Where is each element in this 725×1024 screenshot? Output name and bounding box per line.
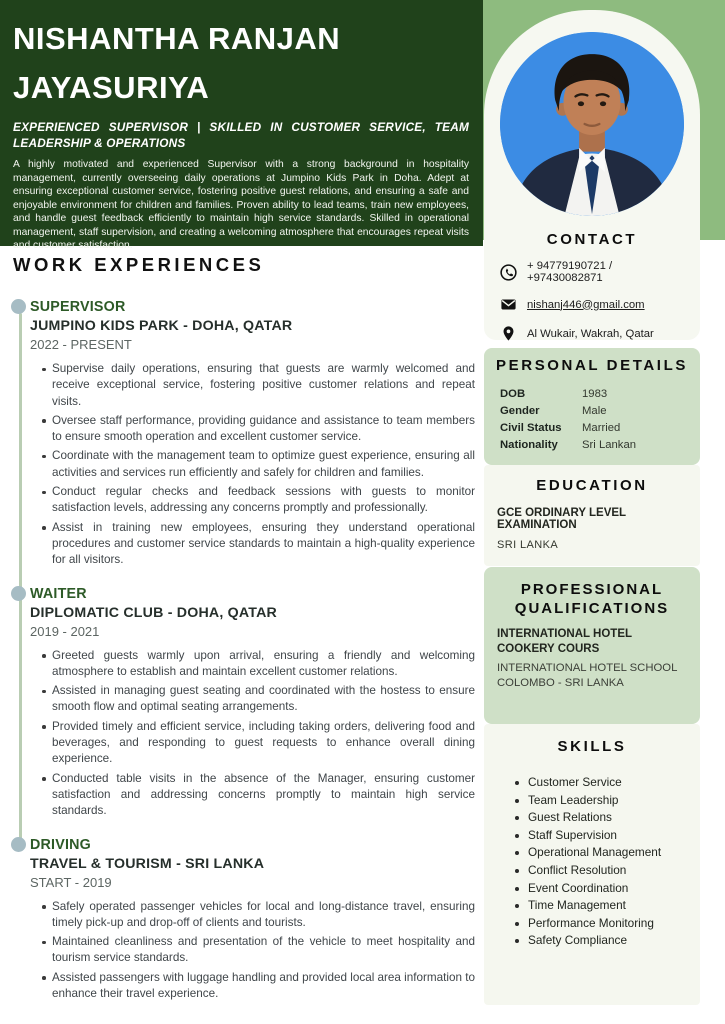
email-icon	[500, 296, 517, 313]
education-title: EDUCATION	[536, 477, 648, 494]
header	[0, 0, 483, 252]
job-entry	[13, 586, 475, 820]
candidate-name: NISHANTHA RANJAN JAYASURIYA	[13, 21, 341, 105]
job-entry	[13, 299, 475, 569]
detail-value: Male	[582, 404, 607, 417]
contact-address-row	[500, 325, 686, 342]
work-experiences-title: WORK EXPERIENCES	[13, 254, 265, 275]
personal-detail-row	[500, 437, 684, 454]
skill-item: Event Coordination	[528, 880, 700, 898]
profile-summary: A highly motivated and experienced Supervisor with a strong background in hospitality management, currently overseeing daily operations at Jumpino Kids Park in Doha. Adept at ensuring exceptional customer service, fostering positive guest relations, and ensuring a safe and enjoyable environment for children and families. Proven ability to lead teams, train new employees, and handle guest feedback efficiently to maintain high service standards. Skilled in operational management, staff supervision, and creating a welcoming atmosphere that encourages repeat visits and customer satisfaction.	[13, 159, 469, 252]
skill-item: Customer Service	[528, 774, 700, 792]
personal-details-title: PERSONAL DETAILS	[496, 357, 688, 374]
address-text: Al Wukair, Wakrah, Qatar	[527, 327, 654, 340]
personal-detail-row	[500, 403, 684, 420]
detail-label: Gender	[500, 404, 540, 417]
job-bullet: Assisted in managing guest seating and coordinated with the hostess to ensure smooth flow and optimal seating arrangements.	[52, 683, 475, 716]
job-bullet: Safely operated passenger vehicles for local and long-distance travel, ensuring timely pick-up and drop-off of clients and tourists.	[52, 899, 475, 932]
detail-label: DOB	[500, 388, 526, 400]
job-bullet: Conducted table visits in the absence of the Manager, ensuring customer satisfaction and addressing concerns promptly to maintain high service standards.	[52, 771, 475, 820]
job-bullet: Provided timely and efficient service, including taking orders, delivering food and beverages, and responding to guest requests to enhance overall dining experience.	[52, 719, 475, 768]
skills-title: SKILLS	[557, 738, 627, 755]
contact-phone-row	[500, 260, 686, 284]
job-bullet: Assisted passengers with luggage handling and provided local area information to enhance their travel experience.	[52, 970, 475, 1003]
detail-label: Civil Status	[500, 421, 562, 434]
qualifications-title: PROFESSIONAL QUALIFICATIONS	[514, 581, 670, 617]
timeline-dot	[11, 299, 26, 314]
personal-detail-row	[500, 386, 684, 403]
headline: EXPERIENCED SUPERVISOR | SKILLED IN CUSTOMER SERVICE, TEAM LEADERSHIP & OPERATIONS	[13, 120, 469, 150]
contact-email-row	[500, 296, 686, 313]
phone-number: + 94779190721 / +97430082871	[527, 260, 613, 284]
job-company: JUMPINO KIDS PARK - DOHA, QATAR	[30, 318, 293, 334]
jobs-container	[13, 299, 475, 1002]
experience-timeline	[13, 299, 475, 1002]
job-bullet: Assist in training new employees, ensuring they understand operational procedures and customer service standards to maintain a high-quality experience for all visitors.	[52, 520, 475, 569]
contact-title: CONTACT	[546, 231, 638, 248]
sidebar	[483, 0, 725, 1024]
work-experience-section	[13, 254, 475, 1019]
job-entry	[13, 837, 475, 1003]
skill-item: Performance Monitoring	[528, 915, 700, 933]
job-bullet: Conduct regular checks and feedback sessions with guests to monitor satisfaction levels, addressing any concerns promptly and professionally.	[52, 484, 475, 517]
job-bullet: Supervise daily operations, ensuring that guests are warmly welcomed and receive exceptional service, fostering positive customer relations and repeat visits.	[52, 361, 475, 410]
job-period: 2019 - 2021	[30, 623, 100, 639]
education-location: SRI LANKA	[497, 539, 559, 551]
personal-details-panel	[484, 348, 700, 465]
job-company: DIPLOMATIC CLUB - DOHA, QATAR	[30, 604, 277, 621]
job-company: TRAVEL & TOURISM - SRI LANKA	[30, 855, 265, 872]
skill-item: Staff Supervision	[528, 827, 700, 845]
detail-label: Nationality	[500, 438, 558, 451]
job-bullets	[52, 648, 475, 820]
job-period: 2022 - PRESENT	[30, 337, 132, 352]
qualifications-panel	[484, 567, 700, 724]
job-role: SUPERVISOR	[30, 299, 126, 315]
timeline-dot	[11, 586, 26, 601]
skill-item: Operational Management	[528, 844, 700, 862]
skill-item: Guest Relations	[528, 809, 700, 827]
avatar-illustration	[500, 32, 684, 216]
education-degree: GCE ORDINARY LEVEL EXAMINATION	[497, 507, 626, 531]
personal-detail-row	[500, 420, 684, 437]
job-bullet: Greeted guests warmly upon arrival, ensuring a friendly and welcoming atmosphere to establish and maintain excellent customer relations.	[52, 648, 475, 681]
job-bullets	[52, 361, 475, 569]
skill-item: Team Leadership	[528, 792, 700, 810]
skill-item: Time Management	[528, 897, 700, 915]
timeline-dot	[11, 837, 26, 852]
qualification-school: INTERNATIONAL HOTEL SCHOOL COLOMBO - SRI LANKA	[497, 662, 677, 689]
email-link[interactable]: nishanj446@gmail.com	[527, 298, 645, 311]
job-bullet: Oversee staff performance, providing guidance and assistance to team members to ensure smooth operation and excellent customer service.	[52, 413, 475, 446]
personal-details-rows	[484, 386, 700, 454]
phone-icon	[500, 264, 517, 281]
skill-item: Conflict Resolution	[528, 862, 700, 880]
skill-item: Safety Compliance	[528, 932, 700, 950]
detail-value: Sri Lankan	[582, 438, 637, 451]
job-bullet: Maintained cleanliness and presentation of the vehicle to meet hospitality and tourism service standards.	[52, 934, 475, 967]
job-role: WAITER	[30, 585, 87, 602]
job-bullets	[52, 899, 475, 1003]
skills-list	[484, 774, 700, 950]
detail-value: Married	[582, 421, 621, 434]
education-panel	[484, 465, 700, 566]
profile-photo	[500, 32, 684, 216]
qualification-course: INTERNATIONAL HOTEL COOKERY COURS	[497, 628, 632, 655]
job-period: START - 2019	[30, 874, 112, 890]
location-icon	[500, 325, 517, 342]
detail-value: 1983	[582, 388, 608, 400]
skills-panel	[484, 724, 700, 1005]
job-bullet: Coordinate with the management team to optimize guest experience, ensuring all activities and services run efficiently and safely for children and families.	[52, 448, 475, 481]
photo-contact-panel	[484, 10, 700, 340]
job-role: DRIVING	[30, 836, 91, 853]
